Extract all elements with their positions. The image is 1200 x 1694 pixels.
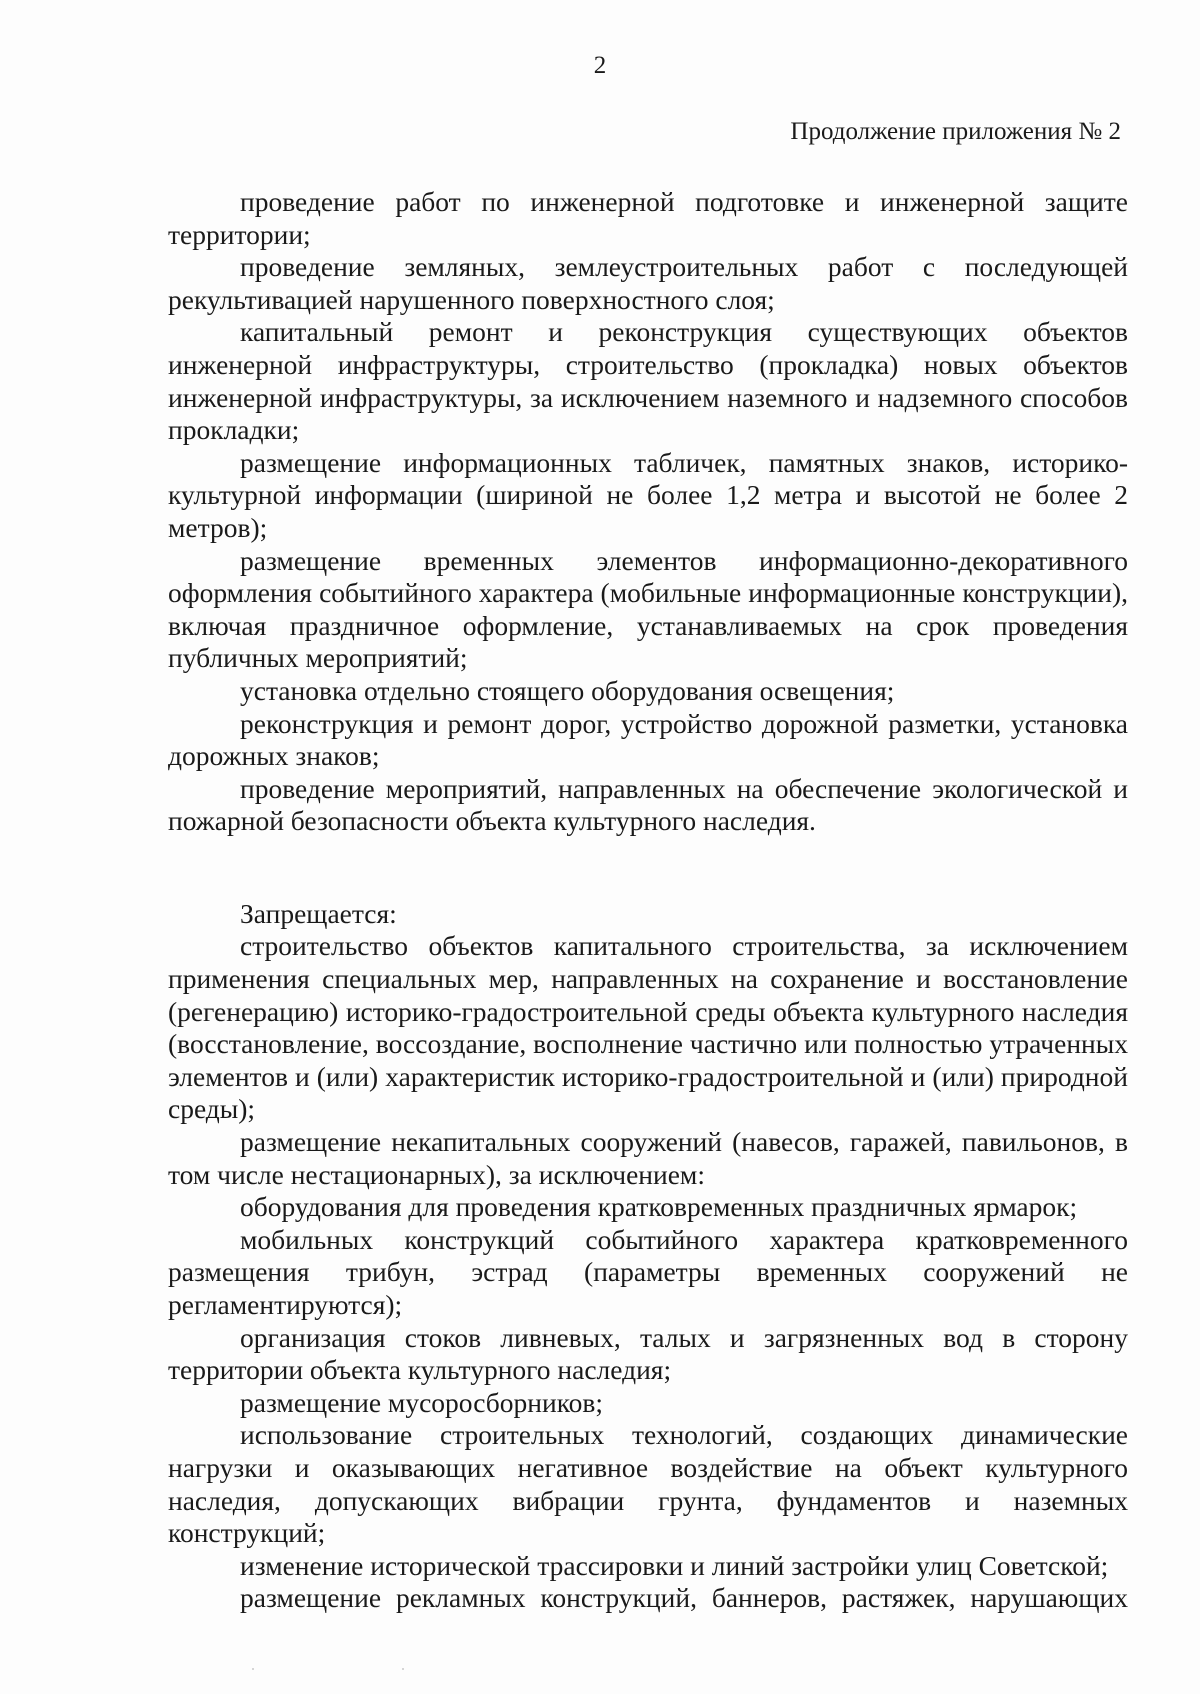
document-body xyxy=(168,186,1128,1615)
prohibited-item: оборудования для проведения кратковременных праздничных ярмарок; xyxy=(240,1191,1078,1223)
allowed-item: реконструкция и ремонт дорог, устройство дорожной разметки, установка дорожных знаков; xyxy=(168,707,1128,772)
allowed-item: капитальный ремонт и реконструкция существующих объектов инженерной инфраструктуры, строительство (прокладка) новых объектов инженерной инфраструктуры, за исключением наземного и надземного способов прокладки; xyxy=(168,316,1128,446)
prohibited-item: размещение мусоросборников; xyxy=(240,1386,604,1418)
prohibited-item: мобильных конструкций событийного характера кратковременного размещения трибун, эстрад (параметры временных сооружений не регламентируются); xyxy=(168,1223,1128,1320)
appendix-continuation-note: Продолжение приложения № 2 xyxy=(790,118,1121,145)
scan-speck xyxy=(252,1668,254,1670)
prohibited-item: строительство объектов капитального строительства, за исключением применения специальных мер, направленных на сохранение и восстановление (регенерацию) историко-градостроительной среды объекта культурного наследия (восстановление, воссоздание, восполнение частично или полностью утраченных элементов и (или) характеристик историко-градостроительной и (или) природной среды); xyxy=(168,930,1128,1125)
scan-speck xyxy=(402,1668,404,1670)
allowed-item: размещение информационных табличек, памятных знаков, историко-культурной информации (шириной не более 1,2 метра и высотой не более 2 метров); xyxy=(168,446,1128,543)
allowed-item: размещение временных элементов информационно-декоративного оформления событийного характера (мобильные информационные конструкции), включая праздничное оформление, устанавливаемых на срок проведения публичных мероприятий; xyxy=(168,544,1128,674)
prohibited-item: организация стоков ливневых, талых и загрязненных вод в сторону территории объекта культурного наследия; xyxy=(168,1321,1128,1386)
prohibited-section-heading: Запрещается: xyxy=(240,897,397,929)
prohibited-item: использование строительных технологий, создающих динамические нагрузки и оказывающих негативное воздействие на объект культурного наследия, допускающих вибрации грунта, фундаментов и наземных конструкций; xyxy=(168,1419,1128,1549)
allowed-item: проведение земляных, землеустроительных работ с последующей рекультивацией нарушенного поверхностного слоя; xyxy=(168,251,1128,315)
prohibited-item: размещение некапитальных сооружений (навесов, гаражей, павильонов, в том числе нестационарных), за исключением: xyxy=(168,1126,1128,1190)
prohibited-item: изменение исторической трассировки и линий застройки улиц Советской; xyxy=(240,1549,1109,1581)
allowed-item: проведение мероприятий, направленных на обеспечение экологической и пожарной безопасности объекта культурного наследия. xyxy=(168,772,1128,837)
allowed-item: проведение работ по инженерной подготовке и инженерной защите территории; xyxy=(168,186,1128,250)
prohibited-item: размещение рекламных конструкций, баннеров, растяжек, нарушающих xyxy=(240,1582,1128,1614)
page-number: 2 xyxy=(593,52,607,79)
allowed-item: установка отдельно стоящего оборудования освещения; xyxy=(240,674,895,706)
